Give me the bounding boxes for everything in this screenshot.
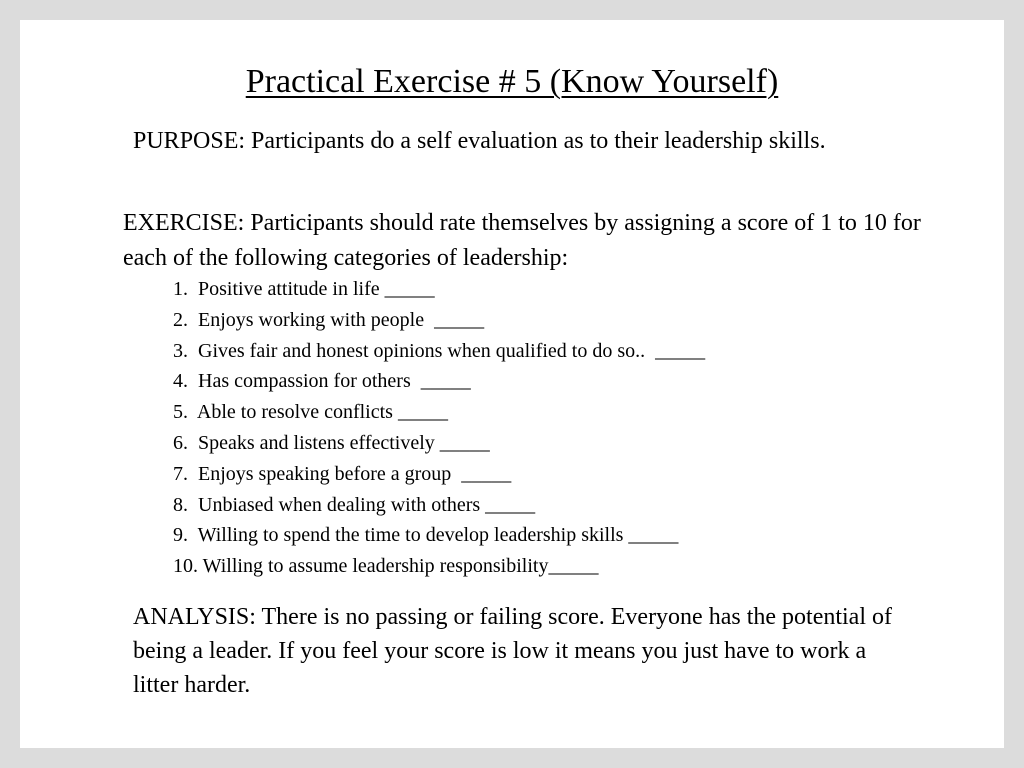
list-item: 9. Willing to spend the time to develop leadership skills _____	[173, 524, 679, 547]
analysis-paragraph: ANALYSIS: There is no passing or failing score. Everyone has the potential of being a leader. If you feel your score is low it means you just have to work a litter harder.	[133, 604, 892, 698]
list-item: 8. Unbiased when dealing with others _____	[173, 493, 536, 516]
list-item: 7. Enjoys speaking before a group _____	[173, 462, 512, 485]
slide	[20, 20, 1004, 748]
list-item: 6. Speaks and listens effectively _____	[173, 431, 490, 454]
slide-title	[20, 62, 1004, 102]
list-item: 3. Gives fair and honest opinions when qualified to do so.. _____	[173, 339, 706, 362]
list-item: 2. Enjoys working with people _____	[173, 308, 485, 331]
list-item: 5. Able to resolve conflicts _____	[173, 401, 448, 424]
purpose-paragraph: PURPOSE: Participants do a self evaluation as to their leadership skills.	[133, 128, 826, 154]
slide-title-text: Practical Exercise # 5 (Know Yourself)	[245, 63, 779, 100]
exercise-paragraph: EXERCISE: Participants should rate themselves by assigning a score of 1 to 10 for each of the following categories of leadership:	[123, 210, 921, 271]
list-item: 1. Positive attitude in life _____	[173, 278, 435, 300]
list-item: 4. Has compassion for others _____	[173, 370, 471, 393]
list-item: 10. Willing to assume leadership responsibility_____	[173, 555, 599, 578]
leadership-category-list	[173, 274, 705, 582]
